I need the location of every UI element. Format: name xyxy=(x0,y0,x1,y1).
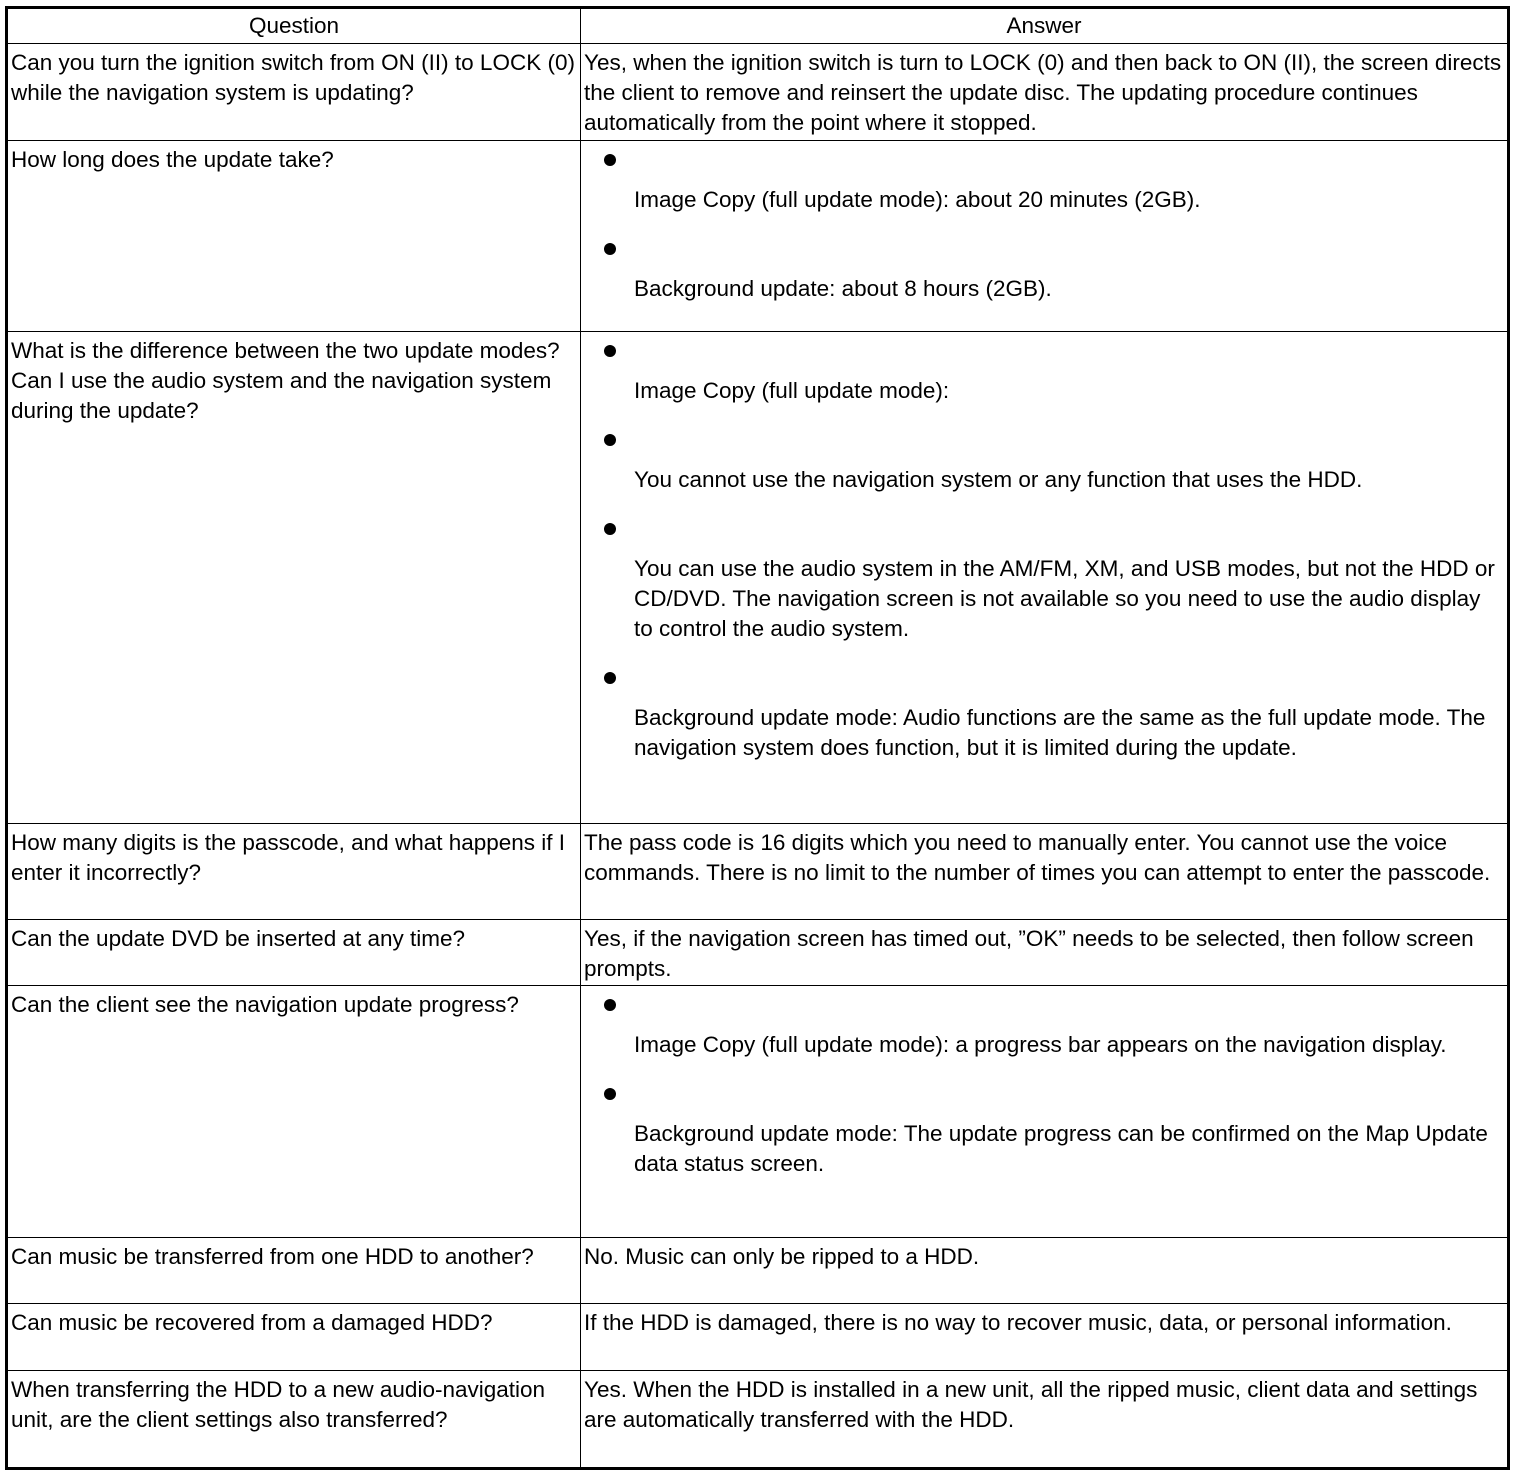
bullet-item: Image Copy (full update mode): about 20 minutes (2GB). xyxy=(584,141,1504,230)
answer-cell: Yes, when the ignition switch is turn to LOCK (0) and then back to ON (II), the screen directs the client to remove and reinsert the update disc. The updating procedure continues automatically from the point where it stopped. xyxy=(581,44,1509,141)
bullet-item: You cannot use the navigation system or any function that uses the HDD. xyxy=(584,421,1504,510)
header-row xyxy=(7,8,1509,44)
question-cell: Can you turn the ignition switch from ON (II) to LOCK (0) while the navigation system is updating? xyxy=(7,44,581,141)
question-cell: Can the client see the navigation update progress? xyxy=(7,986,581,1238)
question-cell: Can music be transferred from one HDD to another? xyxy=(7,1238,581,1304)
table-row xyxy=(7,44,1509,141)
bullet-item: Image Copy (full update mode): xyxy=(584,332,1504,421)
answer-cell: If the HDD is damaged, there is no way to recover music, data, or personal information. xyxy=(581,1304,1509,1371)
table-row xyxy=(7,1304,1509,1371)
answer-cell: Yes. When the HDD is installed in a new unit, all the ripped music, client data and settings are automatically transferred with the HDD. xyxy=(581,1371,1509,1469)
bullet-item: Background update mode: The update progress can be confirmed on the Map Update data status screen. xyxy=(584,1075,1504,1179)
answer-cell xyxy=(581,332,1509,824)
table-row xyxy=(7,1371,1509,1469)
table-row xyxy=(7,824,1509,920)
bullet-item: Background update: about 8 hours (2GB). xyxy=(584,230,1504,304)
table-row xyxy=(7,141,1509,332)
answer-cell: The pass code is 16 digits which you need to manually enter. You cannot use the voice commands. There is no limit to the number of times you can attempt to enter the passcode. xyxy=(581,824,1509,920)
question-cell: How long does the update take? xyxy=(7,141,581,332)
answer-cell xyxy=(581,986,1509,1238)
table-row xyxy=(7,920,1509,986)
bullet-item: Image Copy (full update mode): a progress bar appears on the navigation display. xyxy=(584,986,1504,1075)
answer-header: Answer xyxy=(581,8,1509,44)
question-cell: Can music be recovered from a damaged HDD? xyxy=(7,1304,581,1371)
bullet-item: You can use the audio system in the AM/FM, XM, and USB modes, but not the HDD or CD/DVD. The navigation screen is not available so you need to use the audio display to control the audio system. xyxy=(584,510,1504,659)
answer-cell: Yes, if the navigation screen has timed out, ”OK” needs to be selected, then follow screen prompts. xyxy=(581,920,1509,986)
table-row xyxy=(7,1238,1509,1304)
question-cell: Can the update DVD be inserted at any time? xyxy=(7,920,581,986)
question-cell: What is the difference between the two update modes? Can I use the audio system and the navigation system during the update? xyxy=(7,332,581,824)
question-cell: When transferring the HDD to a new audio-navigation unit, are the client settings also transferred? xyxy=(7,1371,581,1469)
question-header: Question xyxy=(7,8,581,44)
table-row xyxy=(7,332,1509,824)
answer-cell xyxy=(581,141,1509,332)
faq-table xyxy=(5,6,1510,1470)
question-cell: How many digits is the passcode, and what happens if I enter it incorrectly? xyxy=(7,824,581,920)
bullet-item: Background update mode: Audio functions are the same as the full update mode. The navigation system does function, but it is limited during the update. xyxy=(584,659,1504,763)
answer-cell: No. Music can only be ripped to a HDD. xyxy=(581,1238,1509,1304)
table-row xyxy=(7,986,1509,1238)
